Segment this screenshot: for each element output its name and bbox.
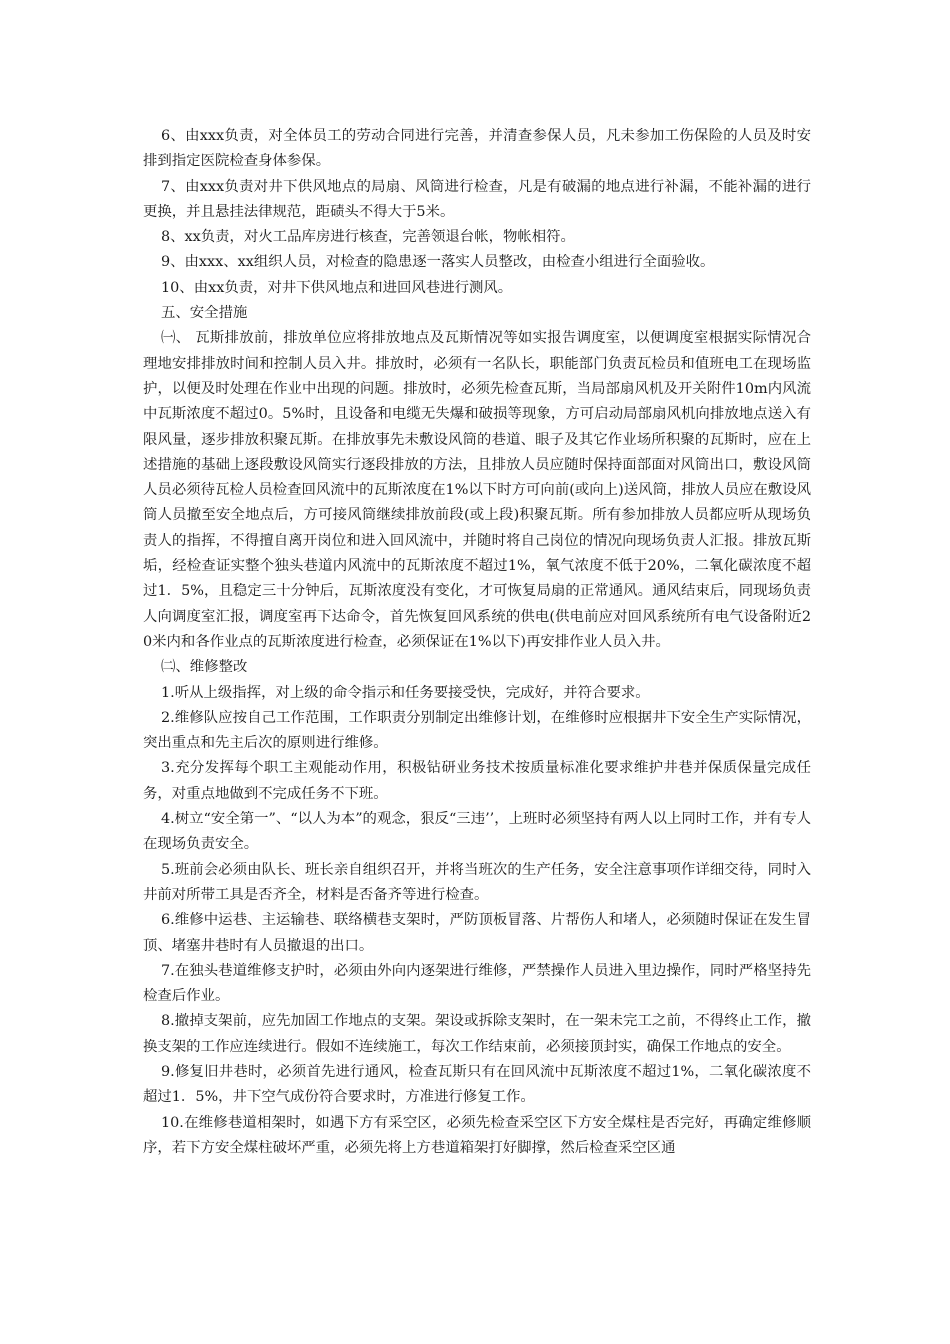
maintenance-item-6: 6.维修中运巷、主运输巷、联络横巷支架时，严防顶板冒落、片帮伤人和堵人，必须随时保证在发生冒顶、堵塞井巷时有人员撤退的出口。 [143,912,811,954]
document-body [143,124,811,1161]
paragraph-gas-discharge: ㈠、 瓦斯排放前，排放单位应将排放地点及瓦斯情况等如实报告调度室，以便调度室根据实际情况合理地安排排放时间和控制人员入井。排放时，必须有一名队长，职能部门负责瓦检员和值班电工在现场监护，以便及时处理在作业中出现的问题。排放时，必须先检查瓦斯，当局部扇风机及开关附件10m内风流中瓦斯浓度不超过0。5%时，且设备和电缆无失爆和破损等现象，方可启动局部扇风机向排放地点送入有限风量，逐步排放积聚瓦斯。在排放事先未敷设风筒的巷道、眼子及其它作业场所积聚的瓦斯时，应在上述措施的基础上逐段敷设风筒实行逐段排放的方法，且排放人员应随时保持面部面对风筒出口，敷设风筒人员必须待瓦检人员检查回风流中的瓦斯浓度在1%以下时方可向前(或向上)送风筒，排放人员应在敷设风筒人员撤至安全地点后，方可接风筒继续排放前段(或上段)积聚瓦斯。所有参加排放人员都应听从现场负责人的指挥，不得擅自离开岗位和进入回风流中，并随时将自己岗位的情况向现场负责人汇报。排放瓦斯垢，经检查证实整个独头巷道内风流中的瓦斯浓度不超过1%，氧气浓度不低于20%，二氧化碳浓度不超过1．5%，且稳定三十分钟后，瓦斯浓度没有变化，才可恢复局扇的正常通风。通风结束后，同现场负责人向调度室汇报，调度室再下达命令，首先恢复回风系统的供电(供电前应对回风系统所有电气设备附近20米内和各作业点的瓦斯浓度进行检查，必须保证在1%以下)再安排作业人员入井。 [143,330,811,650]
maintenance-item-3: 3.充分发挥每个职工主观能动作用，积极钻研业务技术按质量标准化要求维护井巷并保质保量完成任务，对重点地做到不完成任务不下班。 [143,760,811,802]
paragraph-item-7: 7、由xxx负责对井下供风地点的局扇、风筒进行检查，凡是有破漏的地点进行补漏，不能补漏的进行更换，并且悬挂法律规范，距碛头不得大于5米。 [143,178,811,220]
maintenance-item-9: 9.修复旧井巷时，必须首先进行通风，检查瓦斯只有在回风流中瓦斯浓度不超过1%，二氧化碳浓度不超过1．5%，井下空气成份符合要求时，方准进行修复工作。 [143,1063,811,1106]
maintenance-item-5: 5.班前会必须由队长、班长亲自组织召开，并将当班次的生产任务，安全注意事项作详细交待，同时入井前对所带工具是否齐全，材料是否备齐等进行检查。 [143,861,811,903]
maintenance-item-7: 7.在独头巷道维修支护时，必须由外向内逐架进行维修，严禁操作人员进入里边操作，同时严格坚持先检查后作业。 [143,962,811,1005]
subsection-heading-maintenance: ㈡、维修整改 [161,659,248,676]
maintenance-item-8: 8.撤掉支架前，应先加固工作地点的支架。架设或拆除支架时，在一架未完工之前，不得终止工作，撤换支架的工作应连续进行。假如不连续施工，每次工作结束前，必须接顶封实，确保工作地点的安全。 [143,1013,811,1055]
maintenance-item-4: 4.树立“安全第一”、“以人为本”的观念，狠反“三违’’，上班时必须坚持有两人以上同时工作，并有专人在现场负责安全。 [143,811,811,853]
maintenance-item-10: 10.在维修巷道相架时，如遇下方有采空区，必须先检查采空区下方安全煤柱是否完好，再确定维修顺序，若下方安全煤柱破坏严重，必须先将上方巷道箱架打好脚撑，然后检查采空区通 [143,1114,811,1156]
maintenance-item-1: 1.听从上级指挥，对上级的命令指示和任务要接受快，完成好，并符合要求。 [161,684,650,701]
paragraph-item-6: 6、由xxx负责，对全体员工的劳动合同进行完善，并清查参保人员，凡未参加工伤保险的人员及时安排到指定医院检查身体参保。 [143,128,811,170]
paragraph-item-9: 9、由xxx、xx组织人员，对检查的隐患逐一落实人员整改，由检查小组进行全面验收。 [161,254,715,271]
paragraph-item-10: 10、由xx负责，对井下供风地点和进回风巷进行测风。 [161,279,513,296]
maintenance-item-2: 2.维修队应按自己工作范围，工作职责分别制定出维修计划，在维修时应根据井下安全生产实际情况，突出重点和先主后次的原则进行维修。 [143,709,811,752]
section-heading-safety-measures: 五、安全措施 [161,305,248,322]
paragraph-item-8: 8、xx负责，对火工品库房进行核查，完善领退台帐，物帐相符。 [161,229,575,246]
